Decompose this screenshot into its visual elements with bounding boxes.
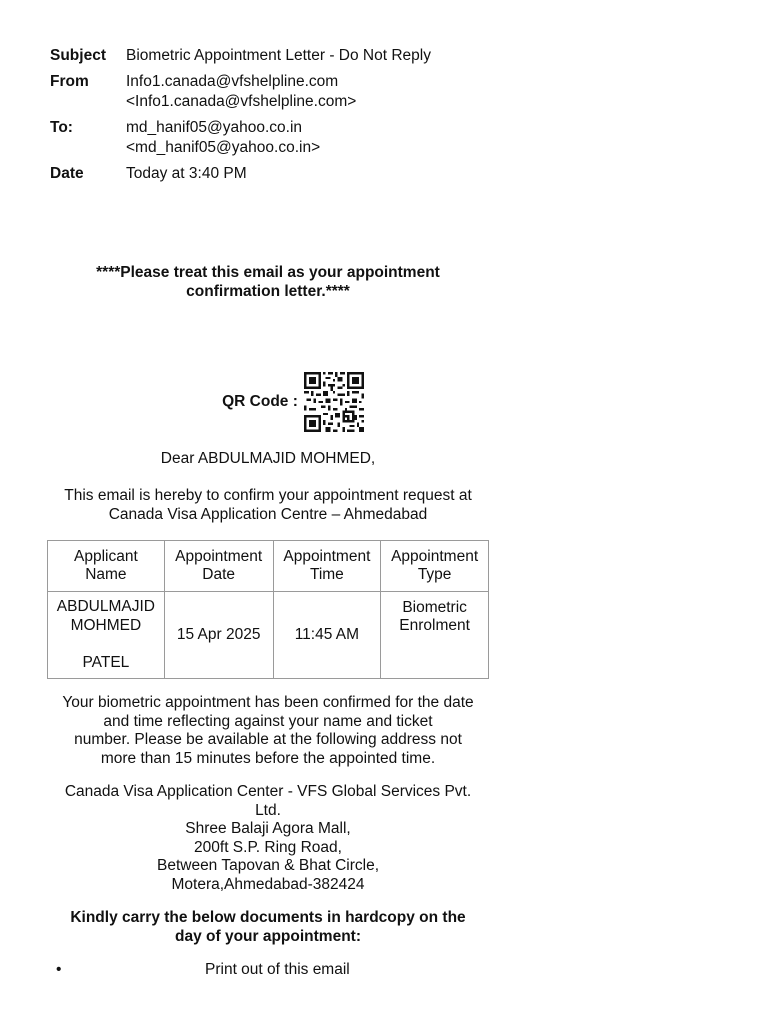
confirmed-paragraph xyxy=(47,694,489,768)
date-value: Today at 3:40 PM xyxy=(126,165,247,182)
header-line: Name xyxy=(85,566,127,583)
vac-address xyxy=(47,783,489,894)
from-address[interactable]: Info1.canada@vfshelpline.com xyxy=(126,73,339,90)
from-address-bracketed[interactable]: <Info1.canada@vfshelpline.com> xyxy=(126,93,357,110)
paragraph-line: and time reflecting against your name and ticket xyxy=(103,712,433,730)
confirmation-notice xyxy=(47,264,489,301)
to-address-bracketed[interactable]: <md_hanif05@yahoo.co.in> xyxy=(126,139,321,156)
date-row xyxy=(50,164,247,184)
table-header-row xyxy=(48,541,489,592)
documents-heading xyxy=(47,909,489,946)
to-address[interactable]: md_hanif05@yahoo.co.in xyxy=(126,119,303,136)
to-row xyxy=(50,118,320,158)
to-label: To: xyxy=(50,119,73,136)
name-line-1: ABDULMAJID xyxy=(56,598,155,615)
subject-label: Subject xyxy=(50,47,106,64)
type-line-2: Enrolment xyxy=(399,617,470,634)
notice-line-1: ****Please treat this email as your appointment xyxy=(96,264,440,281)
address-line: Ltd. xyxy=(255,801,281,819)
bullet-icon: • xyxy=(56,961,62,978)
confirm-line-2: Canada Visa Application Centre – Ahmedabad xyxy=(108,505,428,523)
appointment-date-value: 15 Apr 2025 xyxy=(176,625,261,643)
date-label: Date xyxy=(50,165,84,182)
header-line: Applicant xyxy=(74,547,138,565)
header-line: Appointment xyxy=(175,547,263,565)
address-line: Canada Visa Application Center - VFS Global Services Pvt. xyxy=(64,783,472,800)
paragraph-line: number. Please be available at the following address not xyxy=(74,731,462,748)
table-row xyxy=(48,592,489,679)
name-line-2: MOHMED xyxy=(70,616,142,634)
documents-heading-line-2: day of your appointment: xyxy=(175,927,361,945)
cell-applicant-name xyxy=(48,592,165,679)
paragraph-line: Your biometric appointment has been confirmed for the date xyxy=(62,694,474,711)
address-line: Shree Balaji Agora Mall, xyxy=(185,820,351,837)
header-line: Date xyxy=(202,566,236,583)
qr-code-row xyxy=(47,372,489,432)
documents-heading-line-1: Kindly carry the below documents in hardcopy on the xyxy=(70,909,466,926)
appointment-table xyxy=(47,540,489,679)
confirm-line-1: This email is hereby to confirm your appointment request at xyxy=(64,487,472,504)
confirmation-intro xyxy=(47,487,489,524)
cell-appointment-type xyxy=(381,592,489,679)
type-line-1: Biometric xyxy=(402,598,467,616)
header-line: Time xyxy=(309,566,344,583)
qr-code-icon xyxy=(304,372,364,432)
document-item: Print out of this email xyxy=(205,961,350,978)
notice-line-2: confirmation letter.**** xyxy=(186,282,350,300)
address-line: 200ft S.P. Ring Road, xyxy=(194,838,342,856)
header-line: Appointment xyxy=(283,547,371,565)
cell-appointment-time xyxy=(273,592,381,679)
paragraph-line: more than 15 minutes before the appointed time. xyxy=(100,749,436,767)
header-line: Type xyxy=(417,566,452,583)
header-appointment-type xyxy=(381,541,489,592)
appointment-time-value: 11:45 AM xyxy=(294,625,360,643)
qr-code-label: QR Code : xyxy=(222,393,298,410)
header-appointment-date xyxy=(164,541,273,592)
name-line-3: PATEL xyxy=(82,653,130,671)
greeting: Dear ABDULMAJID MOHMED, xyxy=(160,450,376,467)
header-line: Appointment xyxy=(391,547,479,565)
address-line: Motera,Ahmedabad-382424 xyxy=(171,875,365,893)
from-row xyxy=(50,72,356,112)
header-appointment-time xyxy=(273,541,381,592)
subject-row xyxy=(50,46,431,66)
from-label: From xyxy=(50,73,89,90)
header-applicant-name xyxy=(48,541,165,592)
address-line: Between Tapovan & Bhat Circle, xyxy=(156,857,379,874)
subject-value: Biometric Appointment Letter - Do Not Reply xyxy=(126,47,431,64)
cell-appointment-date xyxy=(164,592,273,679)
